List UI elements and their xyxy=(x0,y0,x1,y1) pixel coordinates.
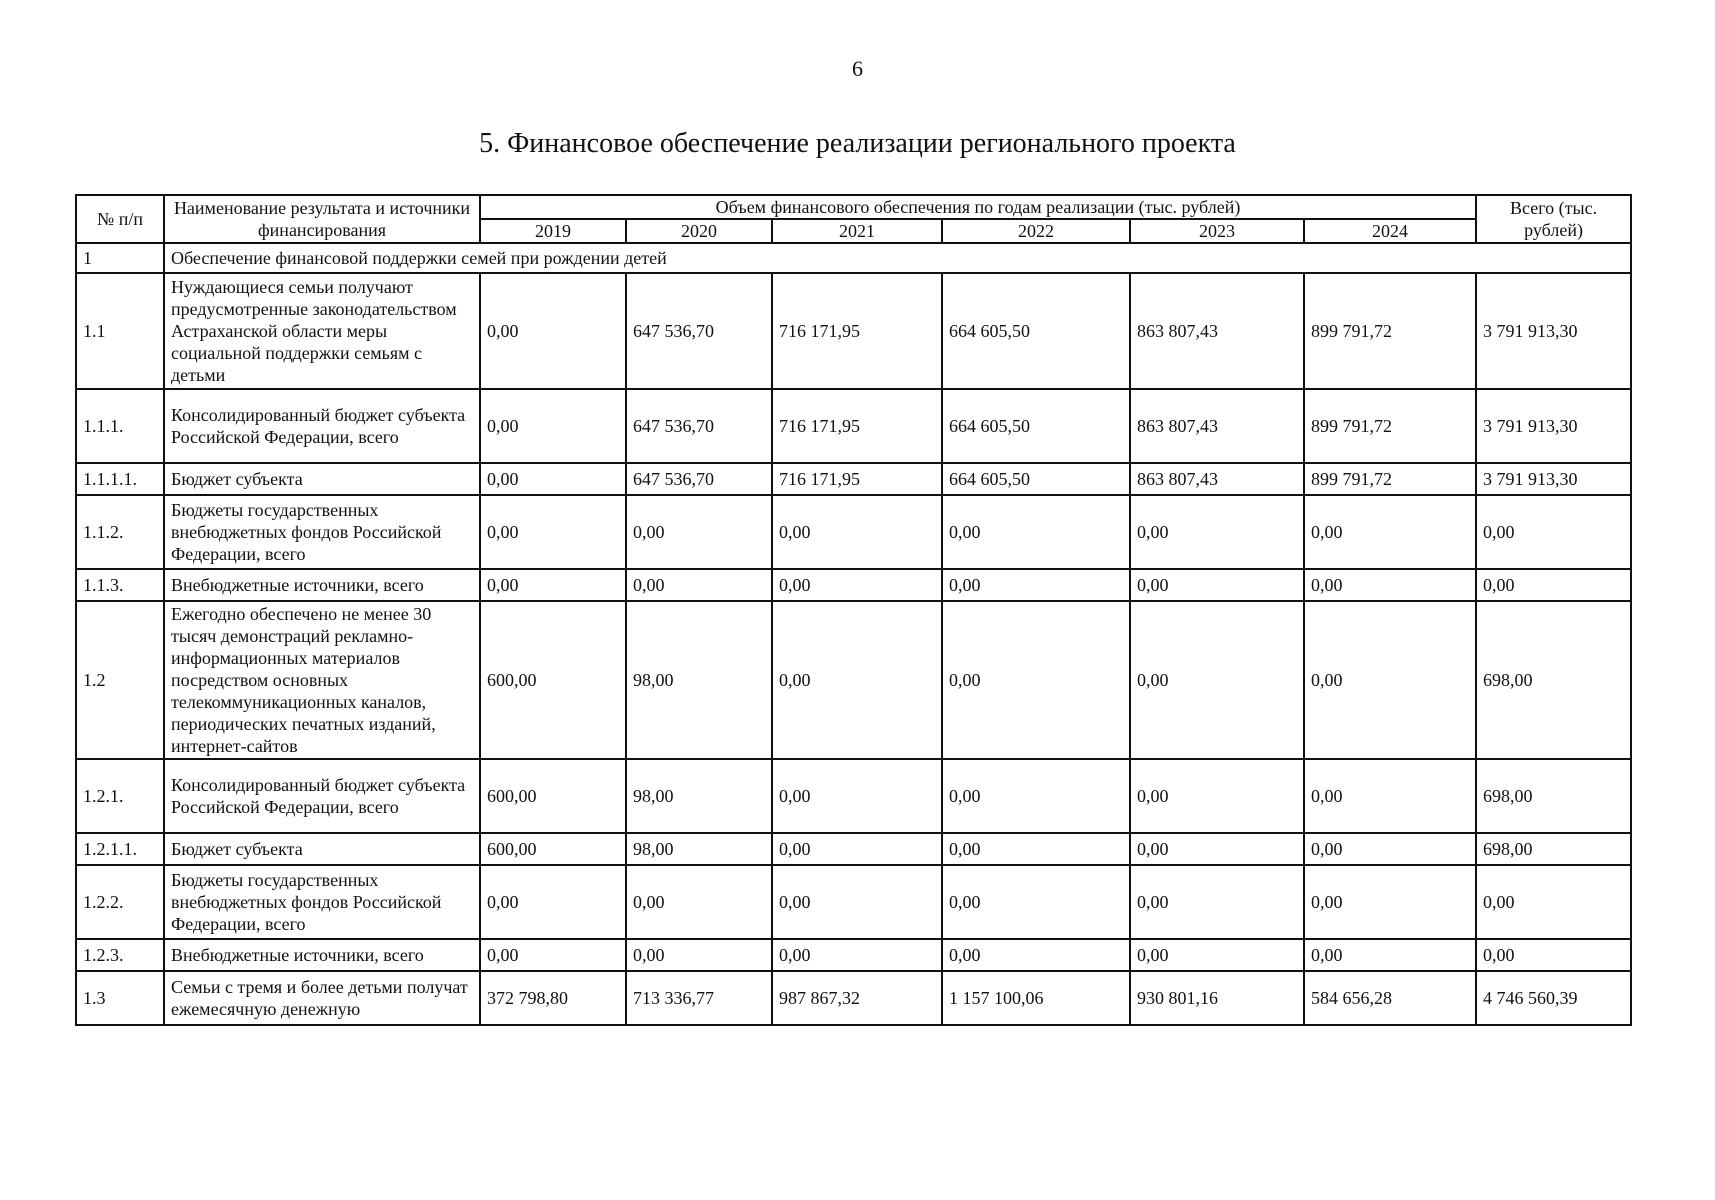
row-name: Бюджеты государственных внебюджетных фондов Российской Федерации, всего xyxy=(164,495,480,569)
row-name: Внебюджетные источники, всего xyxy=(164,939,480,971)
row-value: 0,00 xyxy=(480,939,626,971)
row-value: 0,00 xyxy=(942,495,1130,569)
row-index: 1.3 xyxy=(76,971,164,1025)
header-year: 2022 xyxy=(942,219,1130,243)
row-total: 0,00 xyxy=(1476,569,1631,601)
row-value: 0,00 xyxy=(772,601,942,759)
financing-table xyxy=(75,194,1632,1026)
row-value: 987 867,32 xyxy=(772,971,942,1025)
row-value: 0,00 xyxy=(626,939,772,971)
row-total: 698,00 xyxy=(1476,601,1631,759)
row-value: 0,00 xyxy=(942,939,1130,971)
row-value: 863 807,43 xyxy=(1130,389,1304,463)
row-value: 0,00 xyxy=(772,759,942,833)
row-value: 1 157 100,06 xyxy=(942,971,1130,1025)
row-value: 600,00 xyxy=(480,759,626,833)
row-index: 1.2.3. xyxy=(76,939,164,971)
row-value: 0,00 xyxy=(626,495,772,569)
row-index: 1.1.2. xyxy=(76,495,164,569)
row-total: 0,00 xyxy=(1476,865,1631,939)
row-total: 698,00 xyxy=(1476,833,1631,865)
row-index: 1.1 xyxy=(76,273,164,389)
section-index: 1 xyxy=(76,243,164,273)
row-value: 716 171,95 xyxy=(772,463,942,495)
row-value: 0,00 xyxy=(772,495,942,569)
row-index: 1.2 xyxy=(76,601,164,759)
row-total: 3 791 913,30 xyxy=(1476,389,1631,463)
row-name: Ежегодно обеспечено не менее 30 тысяч демонстраций рекламно-информационных материалов посредством основных телекоммуникационных каналов, периодических печатных изданий, интернет-сайтов xyxy=(164,601,480,759)
row-value: 0,00 xyxy=(1304,495,1476,569)
table-row xyxy=(76,495,1631,569)
row-index: 1.2.1.1. xyxy=(76,833,164,865)
row-value: 98,00 xyxy=(626,601,772,759)
row-value: 0,00 xyxy=(480,463,626,495)
row-value: 0,00 xyxy=(942,759,1130,833)
table-header xyxy=(76,195,1631,243)
header-row-1 xyxy=(76,195,1631,219)
row-value: 647 536,70 xyxy=(626,463,772,495)
row-value: 0,00 xyxy=(772,569,942,601)
row-value: 0,00 xyxy=(1304,569,1476,601)
row-value: 0,00 xyxy=(1304,759,1476,833)
row-value: 899 791,72 xyxy=(1304,463,1476,495)
header-year: 2023 xyxy=(1130,219,1304,243)
row-value: 0,00 xyxy=(480,569,626,601)
row-index: 1.1.3. xyxy=(76,569,164,601)
row-value: 0,00 xyxy=(480,273,626,389)
row-total: 0,00 xyxy=(1476,495,1631,569)
row-name: Консолидированный бюджет субъекта Российской Федерации, всего xyxy=(164,759,480,833)
table-row xyxy=(76,865,1631,939)
section-name: Обеспечение финансовой поддержки семей при рождении детей xyxy=(164,243,1631,273)
row-value: 713 336,77 xyxy=(626,971,772,1025)
row-value: 0,00 xyxy=(1304,833,1476,865)
row-value: 0,00 xyxy=(942,833,1130,865)
header-index: № п/п xyxy=(76,195,164,243)
row-name: Внебюджетные источники, всего xyxy=(164,569,480,601)
row-value: 600,00 xyxy=(480,601,626,759)
row-index: 1.2.2. xyxy=(76,865,164,939)
row-value: 600,00 xyxy=(480,833,626,865)
row-value: 0,00 xyxy=(942,601,1130,759)
header-year: 2020 xyxy=(626,219,772,243)
header-year: 2019 xyxy=(480,219,626,243)
row-value: 0,00 xyxy=(772,833,942,865)
row-value: 0,00 xyxy=(1130,569,1304,601)
row-name: Семьи с тремя и более детьми получат ежемесячную денежную xyxy=(164,971,480,1025)
row-index: 1.1.1.1. xyxy=(76,463,164,495)
row-value: 0,00 xyxy=(1130,759,1304,833)
row-value: 863 807,43 xyxy=(1130,273,1304,389)
row-value: 647 536,70 xyxy=(626,273,772,389)
row-value: 0,00 xyxy=(772,939,942,971)
table-row xyxy=(76,601,1631,759)
page-number: 6 xyxy=(852,56,863,81)
row-index: 1.1.1. xyxy=(76,389,164,463)
section-title: 5. Финансовое обеспечение реализации регионального проекта xyxy=(479,128,1236,159)
row-value: 899 791,72 xyxy=(1304,273,1476,389)
table-row xyxy=(76,389,1631,463)
row-value: 372 798,80 xyxy=(480,971,626,1025)
row-index: 1.2.1. xyxy=(76,759,164,833)
row-total: 3 791 913,30 xyxy=(1476,463,1631,495)
row-value: 716 171,95 xyxy=(772,273,942,389)
row-value: 98,00 xyxy=(626,759,772,833)
row-total: 0,00 xyxy=(1476,939,1631,971)
row-value: 0,00 xyxy=(626,865,772,939)
section-row xyxy=(76,243,1631,273)
row-total: 3 791 913,30 xyxy=(1476,273,1631,389)
row-name: Консолидированный бюджет субъекта Российской Федерации, всего xyxy=(164,389,480,463)
header-year: 2021 xyxy=(772,219,942,243)
row-value: 0,00 xyxy=(1130,865,1304,939)
header-name: Наименование результата и источники финансирования xyxy=(164,195,480,243)
row-total: 4 746 560,39 xyxy=(1476,971,1631,1025)
table-row xyxy=(76,939,1631,971)
row-value: 0,00 xyxy=(480,495,626,569)
header-total: Всего (тыс. рублей) xyxy=(1476,195,1631,243)
header-volume: Объем финансового обеспечения по годам реализации (тыс. рублей) xyxy=(480,195,1476,219)
row-value: 863 807,43 xyxy=(1130,463,1304,495)
row-value: 664 605,50 xyxy=(942,463,1130,495)
table-row xyxy=(76,463,1631,495)
row-name: Нуждающиеся семьи получают предусмотренные законодательством Астраханской области меры социальной поддержки семьям с детьми xyxy=(164,273,480,389)
row-value: 0,00 xyxy=(480,865,626,939)
table-body xyxy=(76,243,1631,1025)
row-value: 0,00 xyxy=(1130,833,1304,865)
table-row xyxy=(76,569,1631,601)
table-row xyxy=(76,759,1631,833)
row-value: 0,00 xyxy=(942,569,1130,601)
header-year: 2024 xyxy=(1304,219,1476,243)
row-name: Бюджет субъекта xyxy=(164,833,480,865)
row-value: 0,00 xyxy=(1130,939,1304,971)
row-value: 664 605,50 xyxy=(942,389,1130,463)
row-value: 98,00 xyxy=(626,833,772,865)
row-value: 0,00 xyxy=(1304,601,1476,759)
row-value: 899 791,72 xyxy=(1304,389,1476,463)
row-value: 0,00 xyxy=(480,389,626,463)
row-value: 930 801,16 xyxy=(1130,971,1304,1025)
table-row xyxy=(76,833,1631,865)
row-value: 0,00 xyxy=(626,569,772,601)
row-value: 584 656,28 xyxy=(1304,971,1476,1025)
row-value: 0,00 xyxy=(1304,939,1476,971)
row-value: 664 605,50 xyxy=(942,273,1130,389)
row-value: 0,00 xyxy=(772,865,942,939)
row-value: 0,00 xyxy=(1130,601,1304,759)
table-row xyxy=(76,273,1631,389)
row-total: 698,00 xyxy=(1476,759,1631,833)
row-value: 716 171,95 xyxy=(772,389,942,463)
row-name: Бюджет субъекта xyxy=(164,463,480,495)
row-value: 647 536,70 xyxy=(626,389,772,463)
row-value: 0,00 xyxy=(1130,495,1304,569)
table-row xyxy=(76,971,1631,1025)
row-value: 0,00 xyxy=(1304,865,1476,939)
row-value: 0,00 xyxy=(942,865,1130,939)
row-name: Бюджеты государственных внебюджетных фондов Российской Федерации, всего xyxy=(164,865,480,939)
